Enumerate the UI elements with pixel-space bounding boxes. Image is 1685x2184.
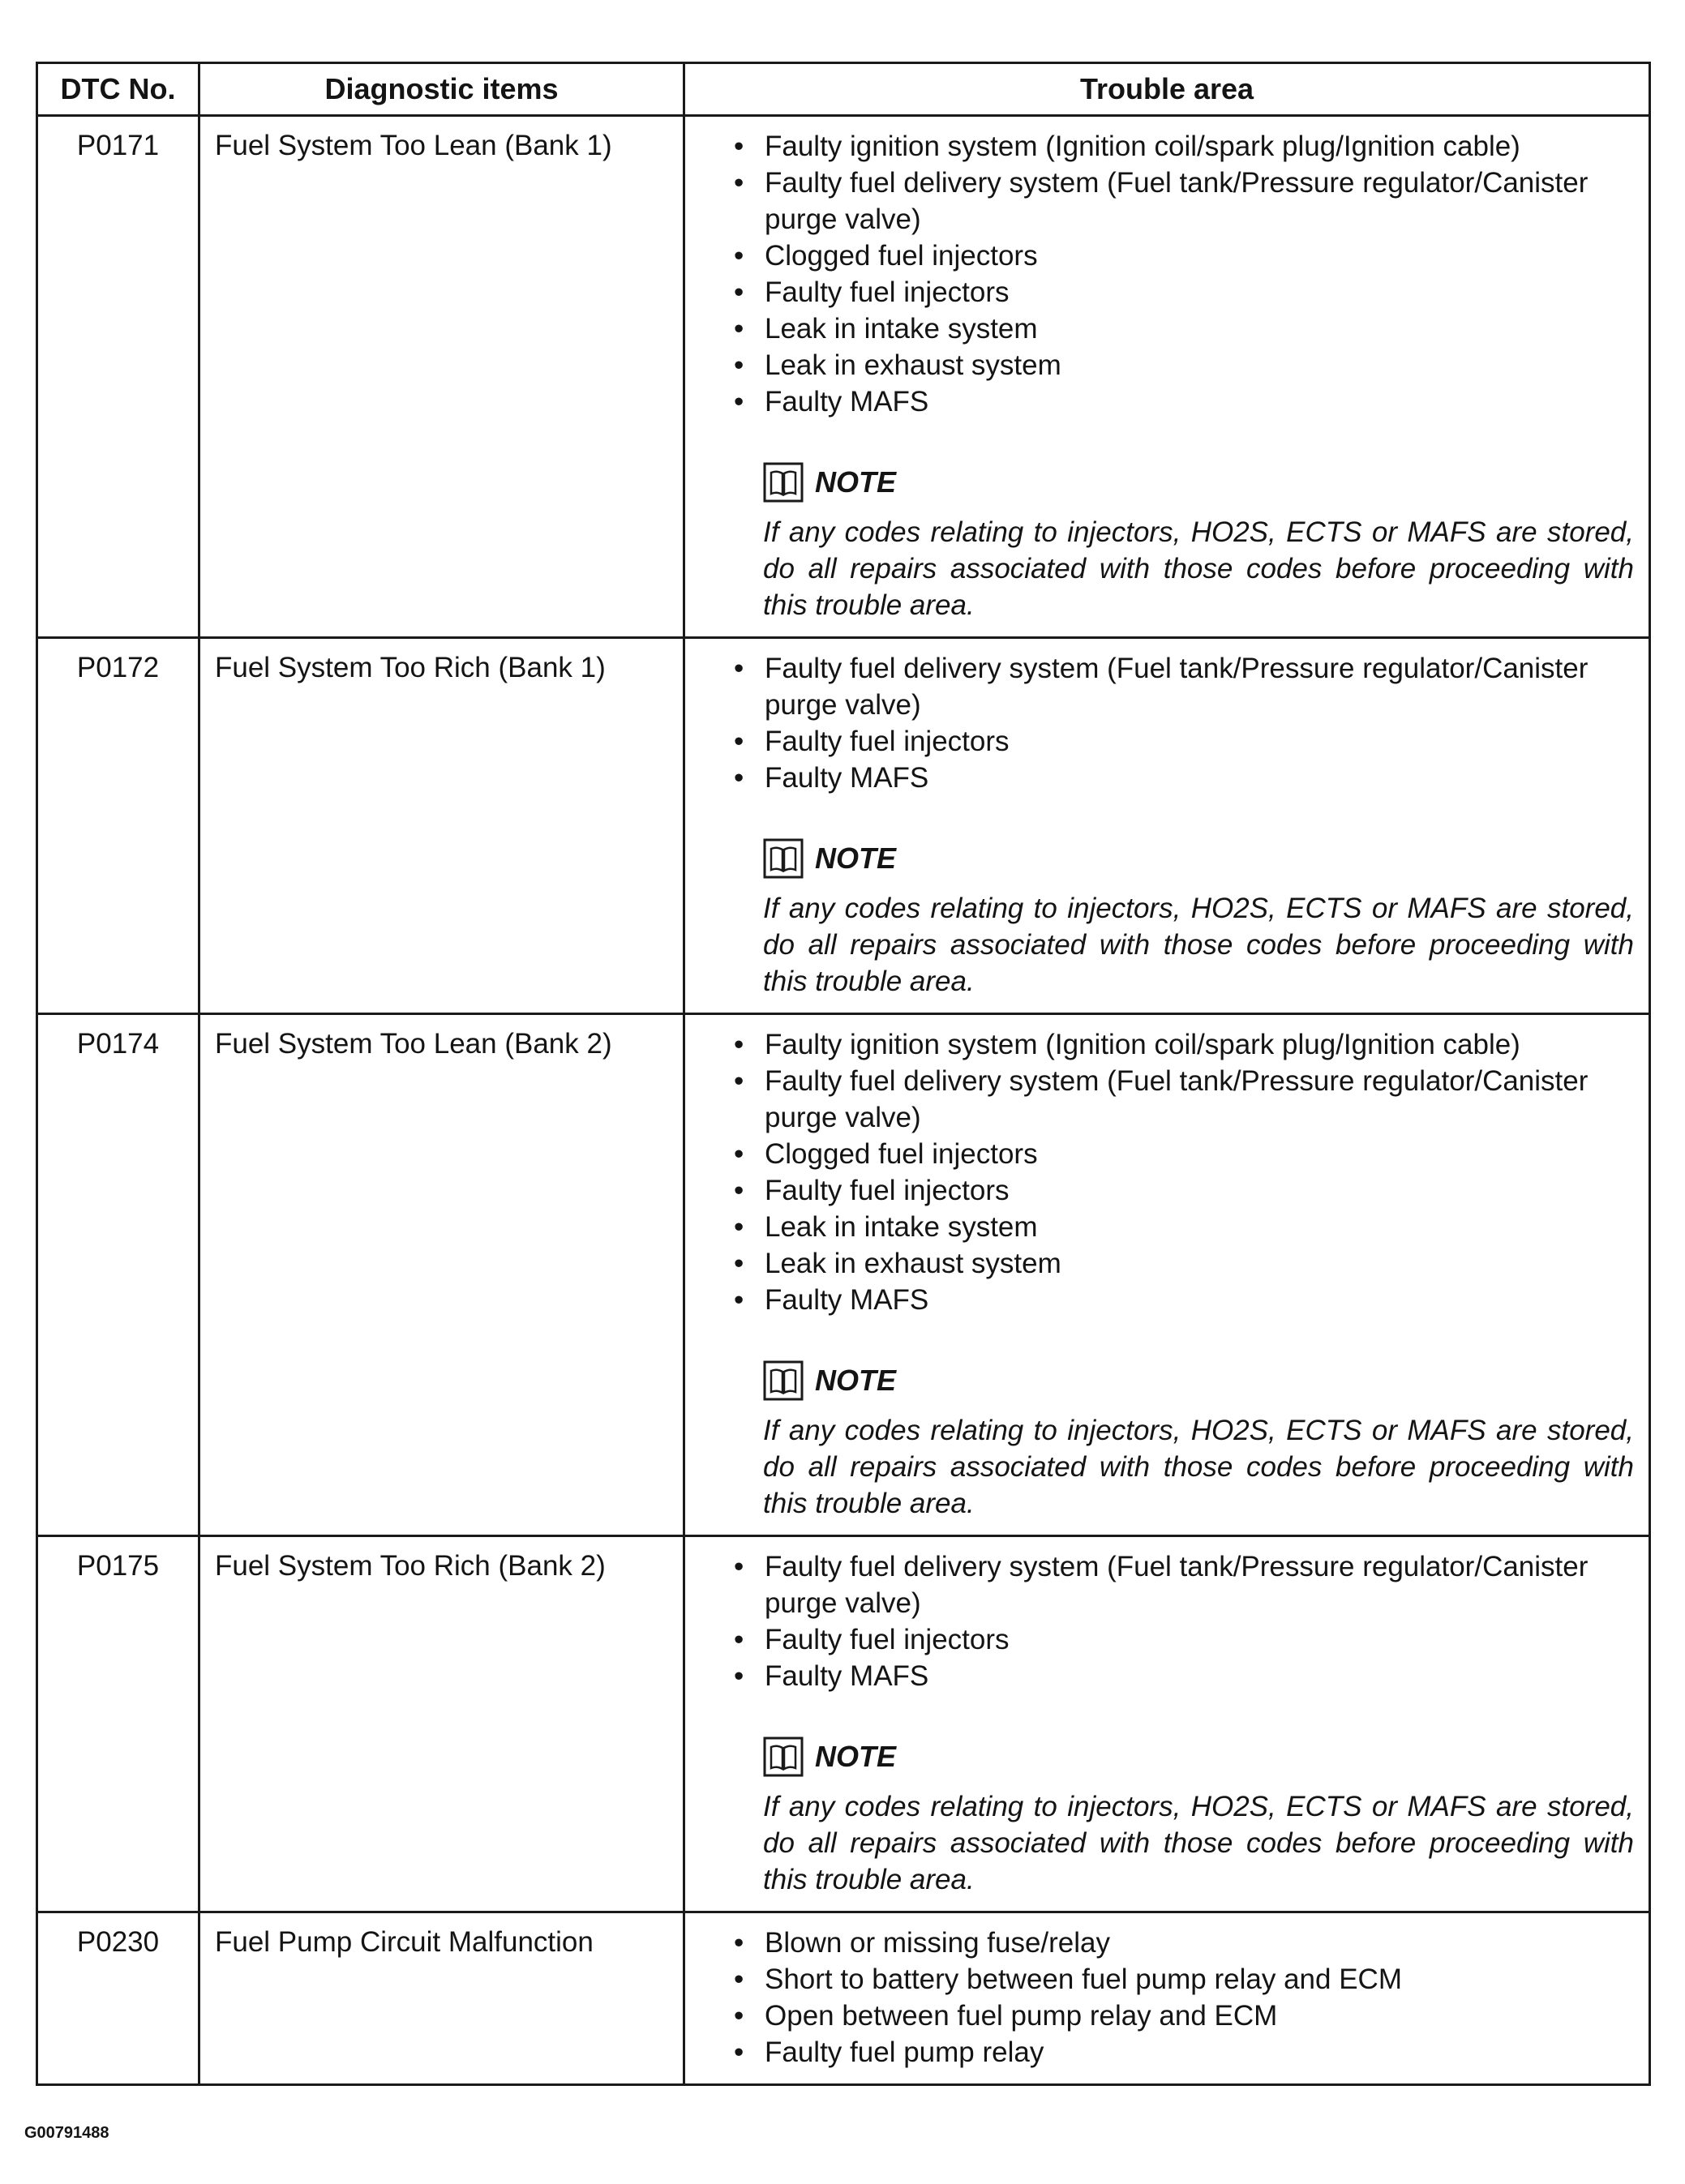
bullet-icon: • (734, 1551, 744, 1582)
header-trouble-area: Trouble area (684, 63, 1650, 116)
trouble-area (684, 638, 1650, 1014)
list-item-text: Faulty MAFS (765, 762, 929, 794)
trouble-area (684, 1014, 1650, 1536)
manual-book-icon (763, 838, 804, 879)
list-item (732, 1172, 1634, 1209)
list-item (732, 1209, 1634, 1245)
list-item-text: Open between fuel pump relay and ECM (765, 2000, 1278, 2032)
dtc-code: P0174 (37, 1014, 199, 1536)
bullet-icon: • (734, 167, 744, 199)
diagnostic-item: Fuel System Too Lean (Bank 2) (199, 1014, 684, 1536)
bullet-icon: • (734, 653, 744, 684)
list-item (732, 1245, 1634, 1282)
diagnostic-item: Fuel System Too Lean (Bank 1) (199, 116, 684, 638)
dtc-code: P0230 (37, 1912, 199, 2085)
bullet-icon: • (734, 386, 744, 418)
list-item (732, 1282, 1634, 1318)
note-label: NOTE (815, 1364, 897, 1397)
note-header (763, 835, 1634, 882)
bullet-icon: • (734, 240, 744, 272)
note-header (763, 459, 1634, 506)
table-header-row (37, 63, 1650, 116)
dtc-code: P0172 (37, 638, 199, 1014)
trouble-area (684, 1912, 1650, 2085)
list-item (732, 1621, 1634, 1658)
table-row (37, 1912, 1650, 2085)
list-item-text: Faulty MAFS (765, 1660, 929, 1692)
bullet-icon: • (734, 1175, 744, 1206)
note-header (763, 1733, 1634, 1780)
bullet-icon: • (734, 1211, 744, 1243)
dtc-code: P0175 (37, 1536, 199, 1912)
list-item (732, 1925, 1634, 1961)
list-item-text: Faulty fuel injectors (765, 1175, 1010, 1206)
list-item (732, 165, 1634, 238)
manual-book-icon (763, 1360, 804, 1401)
list-item (732, 760, 1634, 796)
list-item (732, 1961, 1634, 1998)
list-item (732, 1136, 1634, 1172)
diagnostic-item: Fuel Pump Circuit Malfunction (199, 1912, 684, 2085)
list-item (732, 1026, 1634, 1063)
bullet-icon: • (734, 1927, 744, 1959)
bullet-icon: • (734, 1029, 744, 1060)
list-item-text: Faulty fuel injectors (765, 1624, 1010, 1655)
list-item-text: Short to battery between fuel pump relay and ECM (765, 1963, 1402, 1995)
bullet-icon: • (734, 1963, 744, 1995)
list-item-text: Faulty ignition system (Ignition coil/spark plug/Ignition cable) (765, 131, 1520, 162)
list-item-text: Faulty fuel pump relay (765, 2036, 1044, 2068)
list-item-text: Faulty ignition system (Ignition coil/spark plug/Ignition cable) (765, 1029, 1520, 1060)
note-label: NOTE (815, 1740, 897, 1773)
list-item (732, 310, 1634, 347)
bullet-icon: • (734, 1138, 744, 1170)
bullet-icon: • (734, 1660, 744, 1692)
list-item (732, 238, 1634, 274)
trouble-list (732, 1548, 1634, 1694)
list-item-text: Faulty MAFS (765, 1284, 929, 1316)
note-text: If any codes relating to injectors, HO2S, ECTS or MAFS are stored, do all repairs associated with those codes before proceeding with this trouble area. (763, 516, 1634, 621)
bullet-icon: • (734, 131, 744, 162)
diagnostic-item: Fuel System Too Rich (Bank 2) (199, 1536, 684, 1912)
bullet-icon: • (734, 2000, 744, 2032)
note-text: If any codes relating to injectors, HO2S, ECTS or MAFS are stored, do all repairs associated with those codes before proceeding with this trouble area. (763, 1415, 1634, 1519)
dtc-code: P0171 (37, 116, 199, 638)
dtc-table (36, 62, 1651, 2086)
list-item-text: Clogged fuel injectors (765, 240, 1038, 272)
bullet-icon: • (734, 1248, 744, 1279)
note-label: NOTE (815, 841, 897, 875)
note-text: If any codes relating to injectors, HO2S, ECTS or MAFS are stored, do all repairs associated with those codes before proceeding with this trouble area. (763, 893, 1634, 997)
list-item (732, 383, 1634, 420)
bullet-icon: • (734, 2036, 744, 2068)
list-item (732, 1998, 1634, 2034)
list-item-text: Leak in intake system (765, 313, 1038, 345)
note-block (732, 835, 1634, 1000)
table-row (37, 116, 1650, 638)
table-row (37, 638, 1650, 1014)
list-item-text: Faulty fuel injectors (765, 726, 1010, 757)
trouble-list (732, 128, 1634, 420)
diagnostic-item: Fuel System Too Rich (Bank 1) (199, 638, 684, 1014)
list-item (732, 650, 1634, 723)
table-row (37, 1536, 1650, 1912)
header-diagnostic-items: Diagnostic items (199, 63, 684, 116)
list-item (732, 723, 1634, 760)
list-item (732, 2034, 1634, 2071)
figure-code: G00791488 (24, 2124, 109, 2142)
note-block (732, 459, 1634, 623)
note-header (763, 1357, 1634, 1404)
list-item-text: Faulty MAFS (765, 386, 929, 418)
list-item-text: Leak in exhaust system (765, 349, 1061, 381)
bullet-icon: • (734, 1065, 744, 1097)
trouble-area (684, 1536, 1650, 1912)
bullet-icon: • (734, 313, 744, 345)
list-item-text: Leak in exhaust system (765, 1248, 1061, 1279)
trouble-area (684, 116, 1650, 638)
trouble-list (732, 650, 1634, 796)
list-item (732, 274, 1634, 310)
list-item-text: Blown or missing fuse/relay (765, 1927, 1110, 1959)
bullet-icon: • (734, 276, 744, 308)
list-item (732, 1548, 1634, 1621)
list-item-text: Faulty fuel injectors (765, 276, 1010, 308)
note-label: NOTE (815, 465, 897, 499)
bullet-icon: • (734, 726, 744, 757)
manual-book-icon (763, 462, 804, 503)
list-item-text: Faulty fuel delivery system (Fuel tank/Pressure regulator/Canister purge valve) (765, 1551, 1589, 1619)
list-item (732, 1063, 1634, 1136)
header-dtc-no: DTC No. (37, 63, 199, 116)
bullet-icon: • (734, 1624, 744, 1655)
list-item (732, 347, 1634, 383)
note-block (732, 1357, 1634, 1522)
note-text: If any codes relating to injectors, HO2S, ECTS or MAFS are stored, do all repairs associated with those codes before proceeding with this trouble area. (763, 1791, 1634, 1895)
trouble-list (732, 1026, 1634, 1318)
bullet-icon: • (734, 762, 744, 794)
list-item-text: Faulty fuel delivery system (Fuel tank/Pressure regulator/Canister purge valve) (765, 1065, 1589, 1133)
list-item (732, 1658, 1634, 1694)
table-row (37, 1014, 1650, 1536)
bullet-icon: • (734, 349, 744, 381)
list-item-text: Clogged fuel injectors (765, 1138, 1038, 1170)
table-body (37, 116, 1650, 2085)
trouble-list (732, 1925, 1634, 2071)
list-item-text: Faulty fuel delivery system (Fuel tank/Pressure regulator/Canister purge valve) (765, 653, 1589, 721)
bullet-icon: • (734, 1284, 744, 1316)
list-item-text: Leak in intake system (765, 1211, 1038, 1243)
list-item (732, 128, 1634, 165)
manual-book-icon (763, 1736, 804, 1777)
list-item-text: Faulty fuel delivery system (Fuel tank/Pressure regulator/Canister purge valve) (765, 167, 1589, 235)
note-block (732, 1733, 1634, 1898)
